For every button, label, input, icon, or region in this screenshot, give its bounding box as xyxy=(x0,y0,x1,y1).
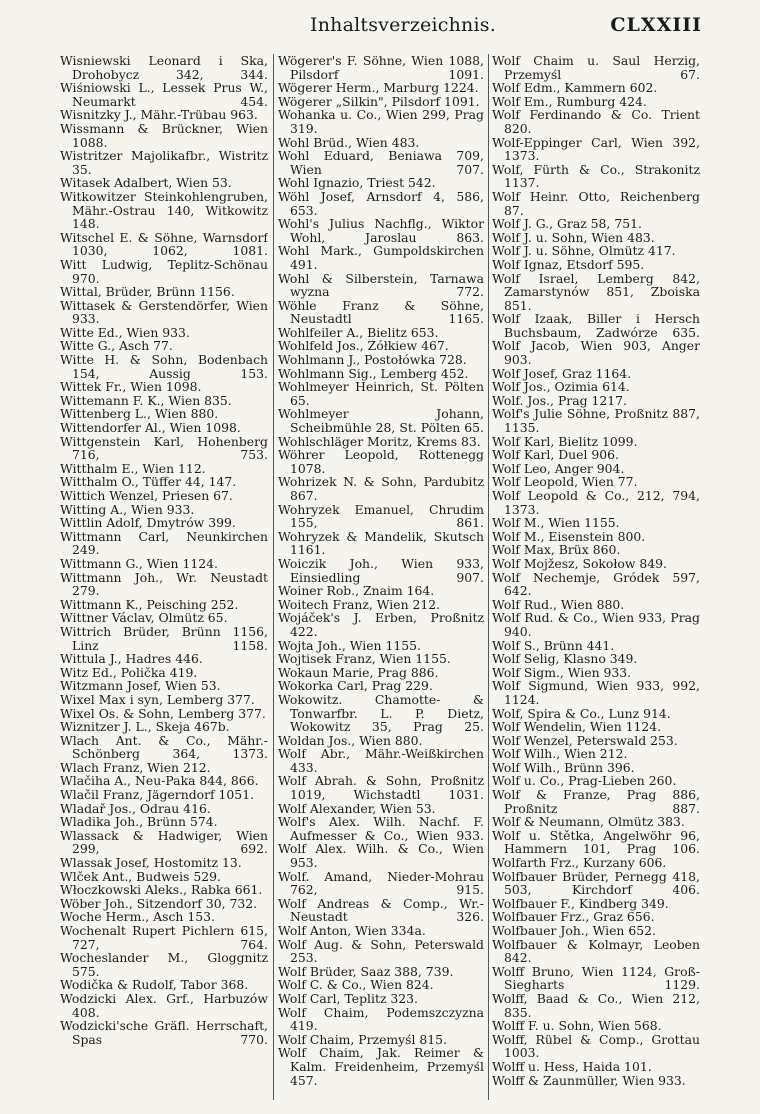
index-entry: Wohlmeyer Heinrich, St. Pölten 65. xyxy=(278,379,484,408)
page-header xyxy=(0,0,760,44)
index-entry: Wodzicki Alex. Grf., Harbuzów 408. xyxy=(60,990,268,1020)
index-entry: Witzmann Josef, Wien 53. xyxy=(60,678,221,694)
index-entry: Wittgenstein Karl, Hohenberg 716, 753. xyxy=(60,433,268,463)
index-entry: Wögerer Herm., Marburg 1224. xyxy=(278,80,479,96)
running-title: Inhaltsverzeichnis. xyxy=(310,14,496,36)
index-entry: Wolf Karl, Duel 906. xyxy=(492,447,619,463)
index-entry: Wohlmann Sig., Lemberg 452. xyxy=(278,365,469,381)
index-entry: Wolf & Neumann, Olmütz 383. xyxy=(492,814,685,830)
index-entry: Witthalm O., Tüffer 44, 147. xyxy=(60,474,237,490)
index-entry: Wittner Václav, Olmütz 65. xyxy=(60,610,228,626)
index-entry: Wolf Rud. & Co., Wien 933, Prag 940. xyxy=(492,610,700,639)
index-entry: Wolf Andreas & Comp., Wr.-Neustadt 326. xyxy=(278,895,484,925)
index-entry: Wiśniowski L., Lessek Prus W., Neumarkt 454. xyxy=(60,80,268,109)
index-entry: Wladika Joh., Brünn 574. xyxy=(60,814,218,830)
index-entry: Wlassak Josef, Hostomitz 13. xyxy=(60,855,242,871)
index-entry: Wolf & Franze, Prag 886, Proßnitz 887. xyxy=(492,787,700,816)
index-entry: Wittek Fr., Wien 1098. xyxy=(60,379,202,395)
index-entry: Wolf. Jos., Prag 1217. xyxy=(492,392,627,408)
index-entry: Wohryzek Emanuel, Chrudim 155, 861. xyxy=(278,501,484,531)
index-entry: Wolf Israel, Lemberg 842, Zamarstynów 851, Zboiska 851. xyxy=(492,270,700,313)
index-entry: Wolf Ignaz, Etsdorf 595. xyxy=(492,256,645,272)
index-entry: Wladař Jos., Odrau 416. xyxy=(60,800,211,816)
index-entry: Wochenalt Rupert Pichlern 615, 727, 764. xyxy=(60,923,268,952)
index-entry: Wittmann Joh., Wr. Neustadt 279. xyxy=(60,569,268,599)
index-entry: Witz Ed., Polička 419. xyxy=(60,664,198,680)
index-entry: Wolf u. Stětka, Angelwöhr 96, Hammern 101, Prag 106. xyxy=(492,827,700,857)
index-entry: Wolff & Zaunmüller, Wien 933. xyxy=(492,1072,686,1088)
index-entry: Wissmann & Brückner, Wien 1088. xyxy=(60,120,268,150)
index-entry: Wolff, Baad & Co., Wien 212, 835. xyxy=(492,990,700,1020)
index-entry: Witt Ludwig, Teplitz-Schönau 970. xyxy=(60,256,268,286)
index-entry: Wolf Wilh., Wien 212. xyxy=(492,746,628,762)
index-entry: Wocheslander M., Gloggnitz 575. xyxy=(60,950,268,979)
index-entry: Wlačiha A., Neu-Paka 844, 866. xyxy=(60,773,259,789)
index-entry: Wolf Selig, Klasno 349. xyxy=(492,651,638,667)
index-entry: Wolf, Fürth & Co., Strakonitz 1137. xyxy=(492,161,700,191)
index-entry: Wolfarth Frz., Kurzany 606. xyxy=(492,855,667,871)
index-entry: Witte Ed., Wien 933. xyxy=(60,324,190,340)
index-entry: Wittmann G., Wien 1124. xyxy=(60,555,218,571)
index-entry: Witkowitzer Steinkohlengruben, Mähr.-Ostrau 140, Witkowitz 148. xyxy=(60,188,268,232)
index-entry: Wolf Em., Rumburg 424. xyxy=(492,93,647,109)
index-entry: Wittrich Brüder, Brünn 1156, Linz 1158. xyxy=(60,623,268,653)
index-entry: Wohanka u. Co., Wien 299, Prag 319. xyxy=(278,107,484,136)
index-entry: Wlassack & Hadwiger, Wien 299, 692. xyxy=(60,827,268,857)
index-entry: Wolf M., Eisenstein 800. xyxy=(492,528,646,544)
index-entry: Wolf. Amand, Nieder-Mohrau 762, 915. xyxy=(278,868,484,898)
index-entry: Wohlschläger Moritz, Krems 83. xyxy=(278,433,481,449)
index-entry: Wittal, Brüder, Brünn 1156. xyxy=(60,284,235,300)
index-entry: Wolf Chaim, Przemyśl 815. xyxy=(278,1031,447,1047)
index-entry: Wolf Aug. & Sohn, Peterswald 253. xyxy=(278,936,484,966)
index-entry: Woitech Franz, Wien 212. xyxy=(278,596,441,612)
index-entry: Wolf Heinr. Otto, Reichenberg 87. xyxy=(492,188,700,218)
index-entry: Wolf Wenzel, Peterswald 253. xyxy=(492,732,678,748)
index-entry: Wodička & Rudolf, Tabor 368. xyxy=(60,977,249,993)
index-entry: Wolff u. Hess, Haida 101. xyxy=(492,1058,652,1074)
index-entry: Wolf Chaim, Jak. Reimer & Kalm. Freidenheim, Przemyśl 457. xyxy=(278,1045,484,1088)
index-entry: Wolf C. & Co., Wien 824. xyxy=(278,977,434,993)
index-entry: Wolf Sigmund, Wien 933, 992, 1124. xyxy=(492,678,700,707)
index-entry: Wittemann F. K., Wien 835. xyxy=(60,392,232,408)
index-entry: Wittenberg L., Wien 880. xyxy=(60,406,219,422)
index-entry: Wojáček's J. Erben, Proßnitz 422. xyxy=(278,610,484,639)
index-entry: Wolfbauer Joh., Wien 652. xyxy=(492,923,656,938)
column-divider xyxy=(488,54,489,1100)
index-entry: Wolf Jos., Ozimia 614. xyxy=(492,379,630,395)
index-entry: Wohl's Julius Nachflg., Wiktor Wohl, Jaroslau 863. xyxy=(278,216,484,245)
index-entry: Wohrizek N. & Sohn, Pardubitz 867. xyxy=(278,474,484,503)
index-entry: Wolf, Spira & Co., Lunz 914. xyxy=(492,705,671,721)
index-entry: Wolff, Rübel & Comp., Grottau 1003. xyxy=(492,1031,700,1061)
index-entry: Wolfbauer F., Kindberg 349. xyxy=(492,895,669,911)
index-entry: Wohl Ignazio, Triest 542. xyxy=(278,175,436,191)
index-entry: Wolf M., Wien 1155. xyxy=(492,515,620,531)
index-entry: Wistritzer Majolikafbr., Wistritz 35. xyxy=(60,148,268,177)
index-entry: Woiner Rob., Znaim 164. xyxy=(278,583,435,599)
index-entry: Wolf's Alex. Wilh. Nachf. F. Aufmesser & Co., Wien 933. xyxy=(278,814,484,843)
index-entry: Wolf Ferdinando & Co. Trient 820. xyxy=(492,107,700,136)
index-entry: Wiznitzer J. L., Skeja 467b. xyxy=(60,719,230,735)
index-entry: Wittula J., Hadres 446. xyxy=(60,651,203,667)
index-entry: Wittendorfer Al., Wien 1098. xyxy=(60,420,241,436)
index-column-1 xyxy=(60,54,268,1106)
index-entry: Wlačil Franz, Jägerndorf 1051. xyxy=(60,787,255,803)
index-entry: Woiczik Joh., Wien 933, Einsiedling 907. xyxy=(278,555,484,585)
index-entry: Wolf Leopold & Co., 212, 794, 1373. xyxy=(492,488,700,517)
index-entry: Wittmann K., Peisching 252. xyxy=(60,596,239,612)
index-entry: Wolf J. u. Sohn, Wien 483. xyxy=(492,229,655,245)
index-entry: Wolf Brüder, Saaz 388, 739. xyxy=(278,963,454,979)
index-entry: Wohlmeyer Johann, Scheibmühle 28, St. Pölten 65. xyxy=(278,406,484,436)
index-entry: Wöber Joh., Sitzendorf 30, 732. xyxy=(60,895,258,911)
index-entry: Wolf S., Brünn 441. xyxy=(492,637,615,653)
index-entry: Woche Herm., Asch 153. xyxy=(60,909,215,925)
index-entry: Wodzicki'sche Gräfl. Herrschaft, Spas 770. xyxy=(60,1018,268,1047)
page-number: CLXXIII xyxy=(610,14,702,36)
index-entry: Wittasek & Gerstendörfer, Wien 933. xyxy=(60,297,268,327)
column-divider xyxy=(273,54,274,1100)
index-entry: Wolf J. G., Graz 58, 751. xyxy=(492,216,642,232)
index-entry: Wohlfeiler A., Bielitz 653. xyxy=(278,324,439,340)
index-entry: Wolf Carl, Teplitz 323. xyxy=(278,990,418,1006)
index-entry: Wolf Abrah. & Sohn, Proßnitz 1019, Wichstadtl 1031. xyxy=(278,773,484,803)
index-entry: Wolf Nechemje, Gródek 597, 642. xyxy=(492,569,700,599)
index-entry: Wojtisek Franz, Wien 1155. xyxy=(278,651,451,667)
index-entry: Wolf Mojžesz, Sokołow 849. xyxy=(492,555,667,571)
index-entry: Wolf u. Co., Prag-Lieben 260. xyxy=(492,773,677,789)
index-entry: Wögerer „Silkin", Pilsdorf 1091. xyxy=(278,93,480,109)
index-entry: Wixel Max i syn, Lemberg 377. xyxy=(60,691,255,707)
index-entry: Wögerer's F. Söhne, Wien 1088, Pilsdorf 1091. xyxy=(278,54,484,82)
index-entry: Wolf Jacob, Wien 903, Anger 903. xyxy=(492,338,700,368)
index-entry: Wolf Abr., Mähr.-Weißkirchen 433. xyxy=(278,746,484,775)
index-entry: Wittlin Adolf, Dmytrów 399. xyxy=(60,515,236,531)
index-entry: Wolf Josef, Graz 1164. xyxy=(492,365,632,381)
index-entry: Wolfbauer Frz., Graz 656. xyxy=(492,909,655,925)
index-entry: Wohl Eduard, Beniawa 709, Wien 707. xyxy=(278,148,484,177)
index-column-3 xyxy=(492,54,700,1106)
index-entry: Wolf Wendelin, Wien 1124. xyxy=(492,719,662,735)
index-entry: Wolfbauer & Kolmayr, Leoben 842. xyxy=(492,936,700,966)
index-entry: Wlček Ant., Budweis 529. xyxy=(60,868,221,884)
index-entry: Wolf Izaak, Biller i Hersch Buchsbaum, Zadwórze 635. xyxy=(492,311,700,340)
index-entry: Wolf Chaim, Podemszczyzna 419. xyxy=(278,1004,484,1034)
index-entry: Wolf Max, Brüx 860. xyxy=(492,542,621,558)
index-entry: Witting A., Wien 933. xyxy=(60,501,195,517)
index-entry: Wöhl Josef, Arnsdorf 4, 586, 653. xyxy=(278,188,484,218)
index-entry: Wolf Alex. Wilh. & Co., Wien 953. xyxy=(278,841,484,871)
index-entry: Wolf Wilh., Brünn 396. xyxy=(492,759,635,775)
index-entry: Wlach Ant. & Co., Mähr.-Schönberg 364, 1373. xyxy=(60,732,268,762)
index-entry: Wöhle Franz & Söhne, Neustadtl 1165. xyxy=(278,297,484,327)
index-entry: Wittmann Carl, Neunkirchen 249. xyxy=(60,528,268,558)
index-column-2 xyxy=(278,54,484,1106)
index-entry: Wittich Wenzel, Priesen 67. xyxy=(60,488,233,503)
index-entry: Wolf-Eppinger Carl, Wien 392, 1373. xyxy=(492,134,700,164)
index-entry: Wisniewski Leonard i Ska, Drohobycz 342, 344. xyxy=(60,54,268,82)
index-entry: Wolf Rud., Wien 880. xyxy=(492,596,625,612)
index-entry: Wokowitz. Chamotte- & Tonwarfbr. L. P. Dietz, Wokowitz 35, Prag 25. xyxy=(278,691,484,735)
index-entry: Wolf Leopold, Wien 77. xyxy=(492,474,638,490)
index-entry: Wohl Brüd., Wien 483. xyxy=(278,134,420,150)
index-entry: Wlach Franz, Wien 212. xyxy=(60,759,211,775)
index-entry: Wohlfeld Jos., Zółkiew 467. xyxy=(278,338,449,354)
index-entry: Witasek Adalbert, Wien 53. xyxy=(60,175,232,191)
index-entry: Wolf Alexander, Wien 53. xyxy=(278,800,436,816)
index-entry: Wolfbauer Brüder, Pernegg 418, 503, Kirchdorf 406. xyxy=(492,868,700,898)
index-entry: Wokaun Marie, Prag 886. xyxy=(278,664,439,680)
index-entry: Wolf's Julie Söhne, Proßnitz 887, 1135. xyxy=(492,406,700,436)
index-entry: Woldan Jos., Wien 880. xyxy=(278,732,423,748)
index-entry: Włoczkowski Aleks., Rabka 661. xyxy=(60,882,263,898)
index-entry: Witthalm E., Wien 112. xyxy=(60,460,206,476)
index-entry: Wolff F. u. Sohn, Wien 568. xyxy=(492,1018,662,1034)
index-entry: Wokorka Carl, Prag 229. xyxy=(278,678,433,694)
index-entry: Wolf Karl, Bielitz 1099. xyxy=(492,433,638,449)
index-entry: Wolf Sigm., Wien 933. xyxy=(492,664,632,680)
index-entry: Wisnitzky J., Mähr.-Trübau 963. xyxy=(60,107,258,123)
index-entry: Wöhrer Leopold, Rottenegg 1078. xyxy=(278,447,484,476)
index-entry: Wolf Leo, Anger 904. xyxy=(492,460,625,476)
index-entry: Witte G., Asch 77. xyxy=(60,338,173,354)
index-entry: Wohlmann J., Postołówka 728. xyxy=(278,352,467,368)
index-entry: Wolf Chaim u. Saul Herzig, Przemyśl 67. xyxy=(492,54,700,82)
index-entry: Witte H. & Sohn, Bodenbach 154, Aussig 153. xyxy=(60,352,268,381)
index-entry: Wohl & Silberstein, Tarnawa wyzna 772. xyxy=(278,270,484,300)
index-entry: Wolff Bruno, Wien 1124, Groß-Siegharts 1129. xyxy=(492,963,700,993)
index-entry: Wixel Os. & Sohn, Lemberg 377. xyxy=(60,705,266,721)
index-entry: Wolf J. u. Söhne, Olmütz 417. xyxy=(492,243,676,259)
index-entry: Wolf Anton, Wien 334a. xyxy=(278,923,426,938)
index-entry: Wohryzek & Mandelik, Skutsch 1161. xyxy=(278,528,484,558)
index-entry: Wojta Joh., Wien 1155. xyxy=(278,637,421,653)
index-entry: Wohl Mark., Gumpoldskirchen 491. xyxy=(278,243,484,272)
index-entry: Wolf Edm., Kammern 602. xyxy=(492,80,658,96)
index-entry: Witschel E. & Söhne, Warnsdorf 1030, 1062, 1081. xyxy=(60,229,268,259)
